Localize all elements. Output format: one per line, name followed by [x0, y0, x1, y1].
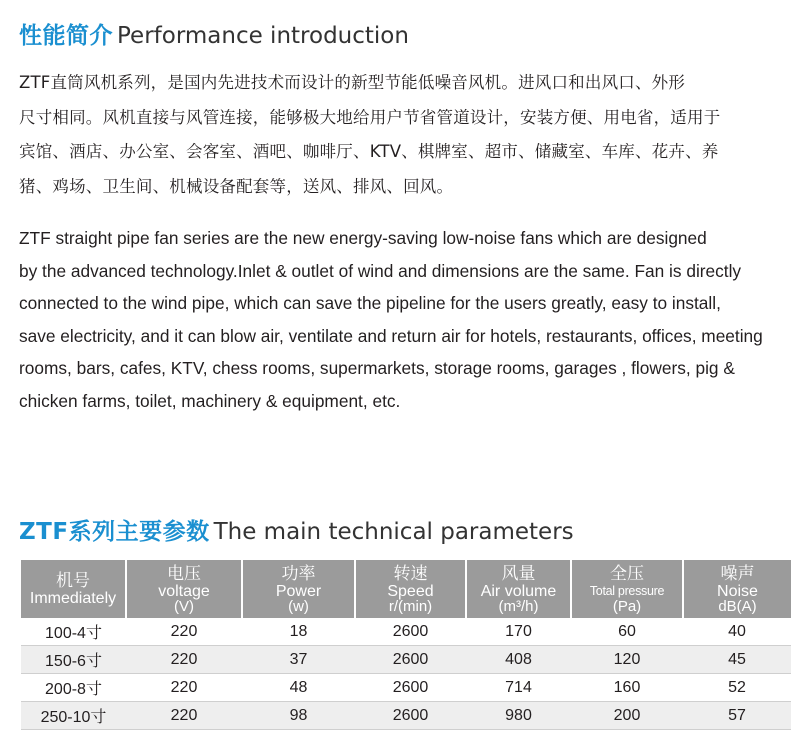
column-header-total-pressure	[571, 560, 683, 618]
intro-cn-line: 宾馆、酒店、办公室、会客室、酒吧、咖啡厅、KTV、棋牌室、超市、储藏室、车库、花卉、养	[19, 142, 719, 161]
header-unit: r/(min)	[388, 597, 433, 615]
cell-voltage: 220	[126, 618, 242, 646]
table-header-row	[21, 560, 791, 618]
intro-title-en: Performance introduction	[117, 23, 409, 49]
intro-title-cn: 性能简介	[19, 23, 113, 49]
params-title-en: The main technical parameters	[213, 519, 574, 545]
header-unit: (m³/h)	[498, 597, 539, 615]
header-unit: (V)	[174, 597, 194, 615]
header-unit: (w)	[288, 597, 309, 615]
cell-power: 18	[242, 618, 355, 646]
header-cn: 电压	[167, 563, 201, 584]
intro-en-line: chicken farms, toilet, machinery & equipment, etc.	[19, 390, 401, 411]
header-cn: 机号	[56, 571, 90, 591]
table-row	[21, 674, 791, 702]
cell-total-pressure: 120	[571, 646, 683, 674]
cell-power: 48	[242, 674, 355, 702]
intro-cn-line: 猪、鸡场、卫生间、机械设备配套等，送风、排风、回风。	[19, 176, 454, 196]
header-en: Speed	[387, 582, 434, 600]
header-en: Total pressure	[589, 583, 665, 598]
cell-total-pressure: 200	[571, 702, 683, 730]
intro-paragraph-cn	[19, 66, 789, 204]
intro-en-line: connected to the wind pipe, which can save the pipeline for the users greatly, easy to install,	[19, 293, 721, 313]
header-en: Immediately	[29, 590, 117, 607]
cell-voltage: 220	[126, 674, 242, 702]
cell-power: 37	[242, 646, 355, 674]
column-header-model	[21, 560, 126, 618]
header-cn: 噪声	[720, 563, 755, 584]
intro-heading	[19, 17, 409, 50]
table-row	[21, 618, 791, 646]
header-en: Air volume	[480, 582, 557, 600]
params-title-cn: ZTF系列主要参数	[19, 519, 210, 545]
cell-voltage: 220	[126, 646, 242, 674]
cell-model: 250-10寸	[21, 702, 126, 730]
intro-en-line: save electricity, and it can blow air, ventilate and return air for hotels, restaurants, offices, meeting	[19, 325, 763, 346]
cell-speed: 2600	[355, 702, 466, 730]
cell-power: 98	[242, 702, 355, 730]
cell-speed: 2600	[355, 618, 466, 646]
header-cn: 风量	[501, 563, 536, 584]
cell-speed: 2600	[355, 646, 466, 674]
cell-air-volume: 408	[466, 646, 571, 674]
header-unit: (Pa)	[612, 597, 642, 615]
cell-air-volume: 980	[466, 702, 571, 730]
cell-noise: 45	[683, 646, 791, 674]
parameters-table	[21, 560, 791, 730]
intro-en-line: ZTF straight pipe fan series are the new energy-saving low-noise fans which are designed	[19, 228, 707, 248]
column-header-voltage	[126, 560, 242, 618]
header-cn: 转速	[393, 563, 428, 584]
column-header-noise	[683, 560, 791, 618]
cell-model: 150-6寸	[21, 646, 126, 674]
table-row	[21, 702, 791, 730]
cell-noise: 52	[683, 674, 791, 702]
column-header-power	[242, 560, 355, 618]
header-unit: dB(A)	[718, 597, 757, 615]
table-row	[21, 646, 791, 674]
cell-model: 200-8寸	[21, 674, 126, 702]
intro-en-line: rooms, bars, cafes, KTV, chess rooms, supermarkets, storage rooms, garages , flowers, pig &	[19, 358, 735, 378]
cell-air-volume: 170	[466, 618, 571, 646]
column-header-air-volume	[466, 560, 571, 618]
header-cn: 功率	[281, 563, 316, 584]
cell-total-pressure: 160	[571, 674, 683, 702]
header-cn: 全压	[610, 563, 644, 584]
cell-speed: 2600	[355, 674, 466, 702]
intro-en-line: by the advanced technology.Inlet & outlet of wind and dimensions are the same. Fan is directly	[19, 260, 742, 281]
intro-cn-line: ZTF直筒风机系列，是国内先进技术而设计的新型节能低噪音风机。进风口和出风口、外形	[19, 73, 686, 92]
header-en: voltage	[158, 582, 210, 600]
column-header-speed	[355, 560, 466, 618]
cell-total-pressure: 60	[571, 618, 683, 646]
header-en: Power	[275, 582, 322, 600]
cell-voltage: 220	[126, 702, 242, 730]
header-en: Noise	[717, 582, 758, 600]
cell-air-volume: 714	[466, 674, 571, 702]
cell-noise: 57	[683, 702, 791, 730]
params-heading	[19, 513, 574, 546]
cell-noise: 40	[683, 618, 791, 646]
cell-model: 100-4寸	[21, 618, 126, 646]
intro-cn-line: 尺寸相同。风机直接与风管连接，能够极大地给用户节省管道设计，安装方便、用电省，适用于	[19, 107, 721, 127]
intro-paragraph-en	[19, 222, 789, 417]
